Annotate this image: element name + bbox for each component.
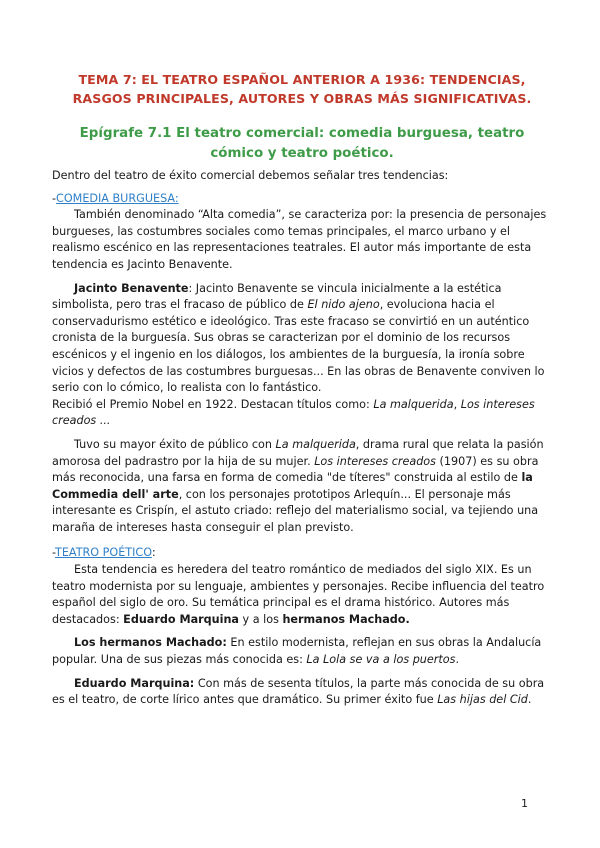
benavente-name: Jacinto Benavente — [74, 281, 189, 295]
commedia-dell-arte: la Commedia dell' arte — [52, 471, 533, 501]
benavente-paragraph: Jacinto Benavente: Jacinto Benavente se vincula inicialmente a la estética simbolista, pero tras el fracaso de público de El nido ajeno, evoluciona hacia el conservadurismo estético e ideológico. Tras este fracaso se convirtió en un auténtico cronista de la burguesía. Sus obras se caracterizan por el dominio de los recursos escénicos y el ingenio en los diálogos, los ambientes de la burguesía, la ironía sobre vicios y defectos de las costumbres burguesas... En las obras de Benavente conviven lo serio con lo cómico, lo realista con lo fantástico. — [52, 281, 545, 395]
machado-label: Los hermanos Machado: — [74, 636, 227, 650]
malquerida-paragraph: Tuvo su mayor éxito de público con La malquerida, drama rural que relata la pasión amorosa del padrastro por la hija de su mujer. Los intereses creados (1907) es su obra más reconocida, una farsa en forma de comedia "de títeres" construida al estilo de la Commedia dell' arte, con los personajes prototipos Arlequín... El personaje más interesante es Crispín, el astuto criado: reflejo del materialismo social, va tejiendo una maraña de intereses hasta conseguir el plan previsto. — [52, 437, 544, 534]
page-title: TEMA 7: EL TEATRO ESPAÑOL ANTERIOR A 1936: TENDENCIAS, RASGOS PRINCIPALES, AUTORES Y OBRAS MÁS SIGNIFICATIVAS. — [72, 72, 532, 106]
work-title: El nido ajeno — [307, 298, 380, 312]
poetico-heading-line: -TEATRO POÉTICO: — [52, 546, 156, 560]
nobel-paragraph: Recibió el Premio Nobel en 1922. Destacan títulos como: La malquerida, Los intereses creados ... — [52, 397, 535, 428]
comedia-burguesa-link[interactable]: COMEDIA BURGUESA: — [56, 191, 179, 205]
marquina-name: Eduardo Marquina — [123, 612, 239, 626]
teatro-poetico-link[interactable]: TEATRO POÉTICO — [55, 546, 152, 560]
intro-paragraph: Dentro del teatro de éxito comercial debemos señalar tres tendencias: — [52, 169, 449, 182]
marquina-paragraph: Eduardo Marquina: Con más de sesenta títulos, la parte más conocida de su obra es el teatro, de corte lírico antes que dramático. Su primer éxito fue Las hijas del Cid. — [52, 676, 545, 707]
work-title: Las hijas del Cid — [437, 693, 528, 707]
section-subtitle: Epígrafe 7.1 El teatro comercial: comedia burguesa, teatro cómico y teatro poético. — [79, 126, 525, 161]
work-title: La malquerida — [373, 397, 454, 411]
machado-name: hermanos Machado. — [282, 612, 410, 626]
work-title: Los intereses creados — [314, 454, 436, 468]
work-title: La Lola se va a los puertos — [306, 653, 456, 667]
document-page — [52, 70, 552, 709]
poetico-paragraph-1: Esta tendencia es heredera del teatro romántico de mediados del siglo XIX. Es un teatro modernista por su lenguaje, ambientes y personajes. Recibe influencia del teatro español del siglo de oro. Su temática principal es el drama histórico. Autores más destacados: Eduardo Marquina y a los hermanos Machado. — [52, 563, 545, 626]
work-title: La malquerida — [275, 437, 356, 451]
marquina-label: Eduardo Marquina: — [74, 676, 195, 690]
work-title: Los intereses creados — [52, 397, 535, 428]
comedia-paragraph-1: También denominado “Alta comedia”, se caracteriza por: la presencia de personajes burgueses, las costumbres sociales como temas principales, el marco urbano y el realismo escénico en las representaciones teatrales. El autor más importante de esta tendencia es Jacinto Benavente. — [52, 208, 547, 271]
machado-paragraph: Los hermanos Machado: En estilo modernista, reflejan en sus obras la Andalucía popular. Una de sus piezas más conocida es: La Lola se va a los puertos. — [52, 636, 542, 667]
comedia-heading-line — [52, 191, 552, 208]
page-number: 1 — [521, 797, 528, 810]
comedia-prefix: - — [52, 191, 57, 205]
poetico-prefix: - — [52, 546, 56, 560]
